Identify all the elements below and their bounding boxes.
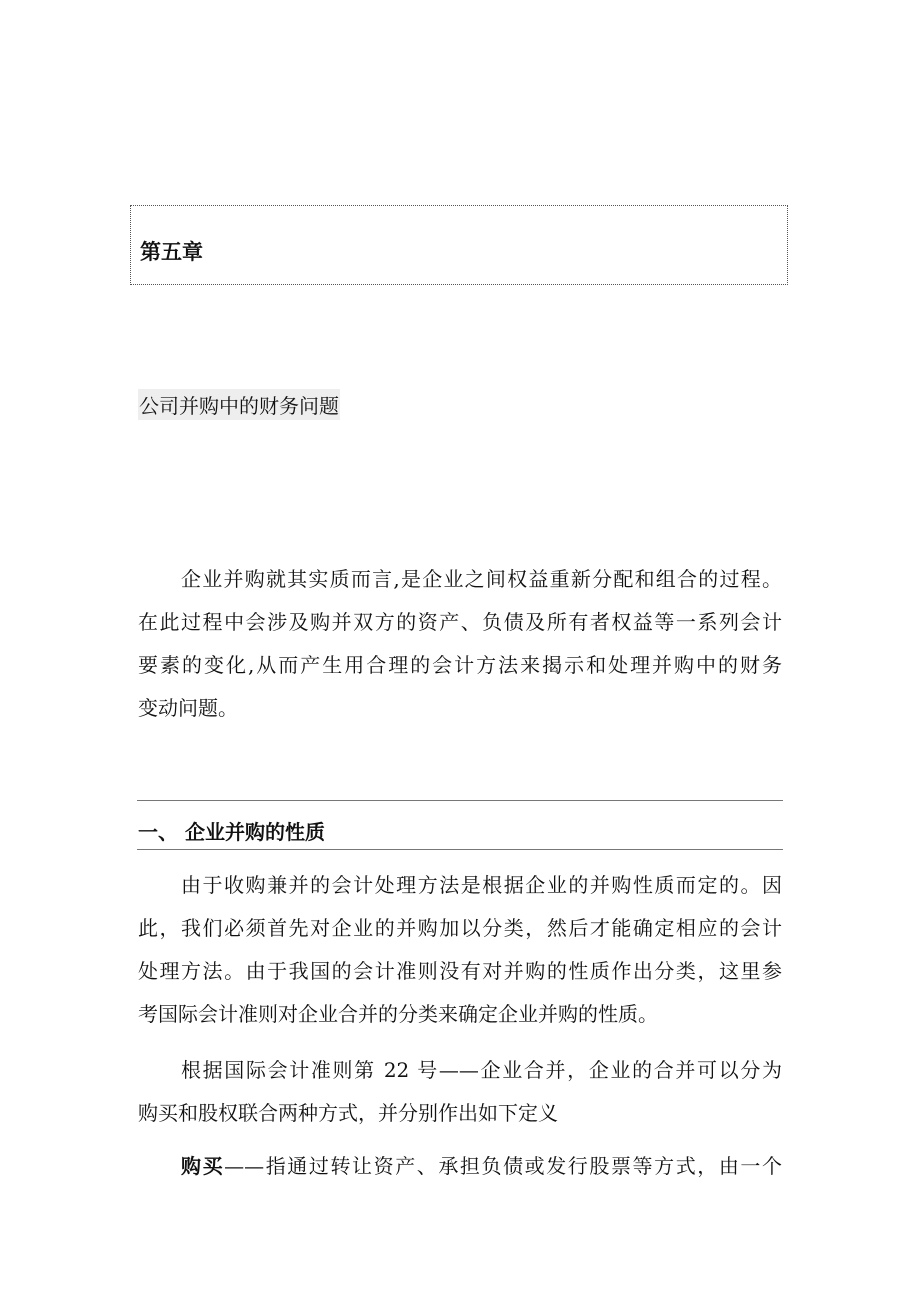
paragraph-line: 在此过程中会涉及购并双方的资产、负债及所有者权益等一系列会计 <box>138 610 782 634</box>
paragraph-line: 考国际会计准则对企业合并的分类来确定企业并购的性质。 <box>138 1002 658 1026</box>
paragraph-line: 此，我们必须首先对企业的并购加以分类，然后才能确定相应的会计 <box>138 916 782 940</box>
section-paragraph-3 <box>138 1145 782 1188</box>
intro-paragraph <box>138 558 782 730</box>
paragraph-line: 由于收购兼并的会计处理方法是根据企业的并购性质而定的。因 <box>181 873 782 897</box>
section-rule-top <box>137 800 783 801</box>
paragraph-line: 要素的变化,从而产生用合理的会计方法来揭示和处理并购中的财务 <box>138 653 782 677</box>
paragraph-line: 变动问题。 <box>138 696 238 720</box>
section-heading: 一、 企业并购的性质 <box>138 820 325 844</box>
section-paragraph-1 <box>138 864 782 1036</box>
document-title: 公司并购中的财务问题 <box>138 389 340 420</box>
section-rule-bottom <box>137 849 783 850</box>
section-paragraph-2 <box>138 1049 782 1135</box>
chapter-box <box>130 205 788 285</box>
paragraph-line <box>138 1145 782 1188</box>
paragraph-line: 购买和股权联合两种方式，并分别作出如下定义 <box>138 1101 558 1125</box>
paragraph-line: 企业并购就其实质而言,是企业之间权益重新分配和组合的过程。 <box>181 567 782 591</box>
term-definition: ——指通过转让资产、承担负债或发行股票等方式，由一个 <box>224 1154 783 1178</box>
paragraph-line: 处理方法。由于我国的会计准则没有对并购的性质作出分类，这里参 <box>138 959 782 983</box>
term-purchase: 购买 <box>181 1154 225 1178</box>
paragraph-line: 根据国际会计准则第 22 号——企业合并，企业的合并可以分为 <box>181 1058 782 1082</box>
chapter-title: 第五章 <box>140 240 203 264</box>
